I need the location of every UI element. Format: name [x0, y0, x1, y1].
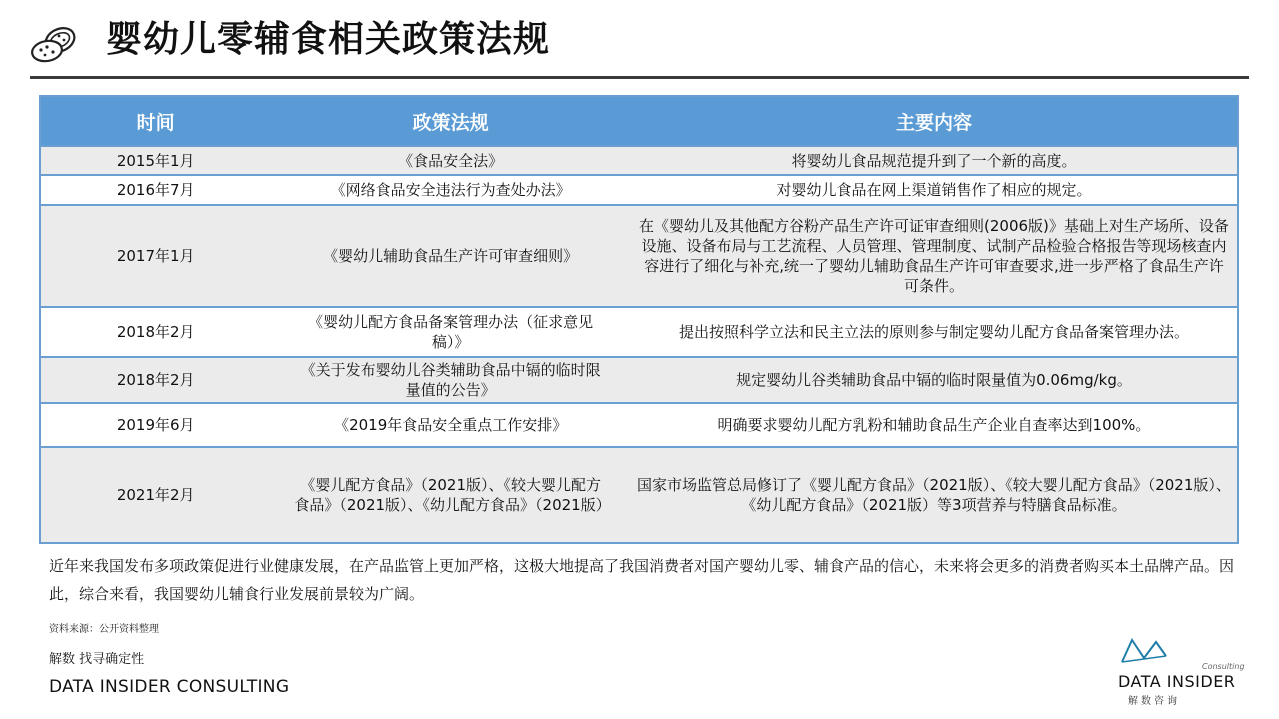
table-row — [40, 307, 1238, 357]
table-header-row — [40, 96, 1238, 146]
column-header-content: 主要内容 — [631, 96, 1238, 146]
row-content: 在《婴幼儿及其他配方谷粉产品生产许可证审查细则(2006版)》基础上对生产场所、设备设施、设备布局与工艺流程、人员管理、管理制度、试制产品检验合格报告等现场核查内容进行了细化与补充,统一了婴幼儿辅助食品生产许可审查要求,进一步严格了食品生产许可条件。 — [631, 205, 1238, 307]
row-policy: 《婴儿配方食品》（2021版）、《较大婴儿配方食品》（2021版）、《幼儿配方食品》（2021版） — [270, 447, 631, 543]
row-policy: 《网络食品安全违法行为查处办法》 — [270, 175, 631, 205]
column-header-policy: 政策法规 — [270, 96, 631, 146]
logo-mark-icon — [1118, 636, 1170, 670]
row-time: 2017年1月 — [40, 205, 270, 307]
row-content: 明确要求婴幼儿配方乳粉和辅助食品生产企业自查率达到100%。 — [631, 403, 1238, 447]
row-content: 提出按照科学立法和民主立法的原则参与制定婴幼儿配方食品备案管理办法。 — [631, 307, 1238, 357]
row-time: 2019年6月 — [40, 403, 270, 447]
policy-table — [39, 95, 1239, 544]
row-content: 将婴幼儿食品规范提升到了一个新的高度。 — [631, 146, 1238, 175]
table-row — [40, 146, 1238, 175]
row-policy: 《婴幼儿辅助食品生产许可审查细则》 — [270, 205, 631, 307]
slogan: 解数 找寻确定性 — [49, 652, 145, 667]
row-policy: 《食品安全法》 — [270, 146, 631, 175]
row-policy: 《2019年食品安全重点工作安排》 — [270, 403, 631, 447]
table-row — [40, 175, 1238, 205]
table-row — [40, 205, 1238, 307]
row-time: 2016年7月 — [40, 175, 270, 205]
table-row — [40, 403, 1238, 447]
logo-subtitle: 解数咨询 — [1128, 696, 1180, 707]
row-content: 国家市场监管总局修订了《婴儿配方食品》（2021版）、《较大婴儿配方食品》（2021版）、《幼儿配方食品》（2021版）等3项营养与特膳食品标准。 — [631, 447, 1238, 543]
row-time: 2015年1月 — [40, 146, 270, 175]
row-content: 规定婴幼儿谷类辅助食品中镉的临时限量值为0.06mg/kg。 — [631, 357, 1238, 403]
row-policy: 《关于发布婴幼儿谷类辅助食品中镉的临时限量值的公告》 — [270, 357, 631, 403]
logo-consulting: Consulting — [1202, 662, 1245, 671]
page-title: 婴幼儿零辅食相关政策法规 — [106, 19, 551, 60]
row-policy: 《婴幼儿配方食品备案管理办法（征求意见稿）》 — [270, 307, 631, 357]
cookies-icon — [30, 18, 78, 66]
column-header-time: 时间 — [40, 96, 270, 146]
table-row — [40, 357, 1238, 403]
row-time: 2021年2月 — [40, 447, 270, 543]
row-time: 2018年2月 — [40, 357, 270, 403]
table-row — [40, 447, 1238, 543]
summary-paragraph: 近年来我国发布多项政策促进行业健康发展，在产品监管上更加严格，这极大地提高了我国消费者对国产婴幼儿零、辅食产品的信心，未来将会更多的消费者购买本土品牌产品。因此，综合来看，我国婴幼儿辅食行业发展前景较为广阔。 — [49, 557, 1235, 603]
source-note: 资料来源：公开资料整理 — [49, 624, 159, 635]
row-time: 2018年2月 — [40, 307, 270, 357]
logo — [1118, 636, 1245, 716]
logo-name: DATA INSIDER — [1118, 672, 1236, 691]
company-name: DATA INSIDER CONSULTING — [49, 677, 290, 697]
title-divider — [30, 76, 1249, 79]
row-content: 对婴幼儿食品在网上渠道销售作了相应的规定。 — [631, 175, 1238, 205]
